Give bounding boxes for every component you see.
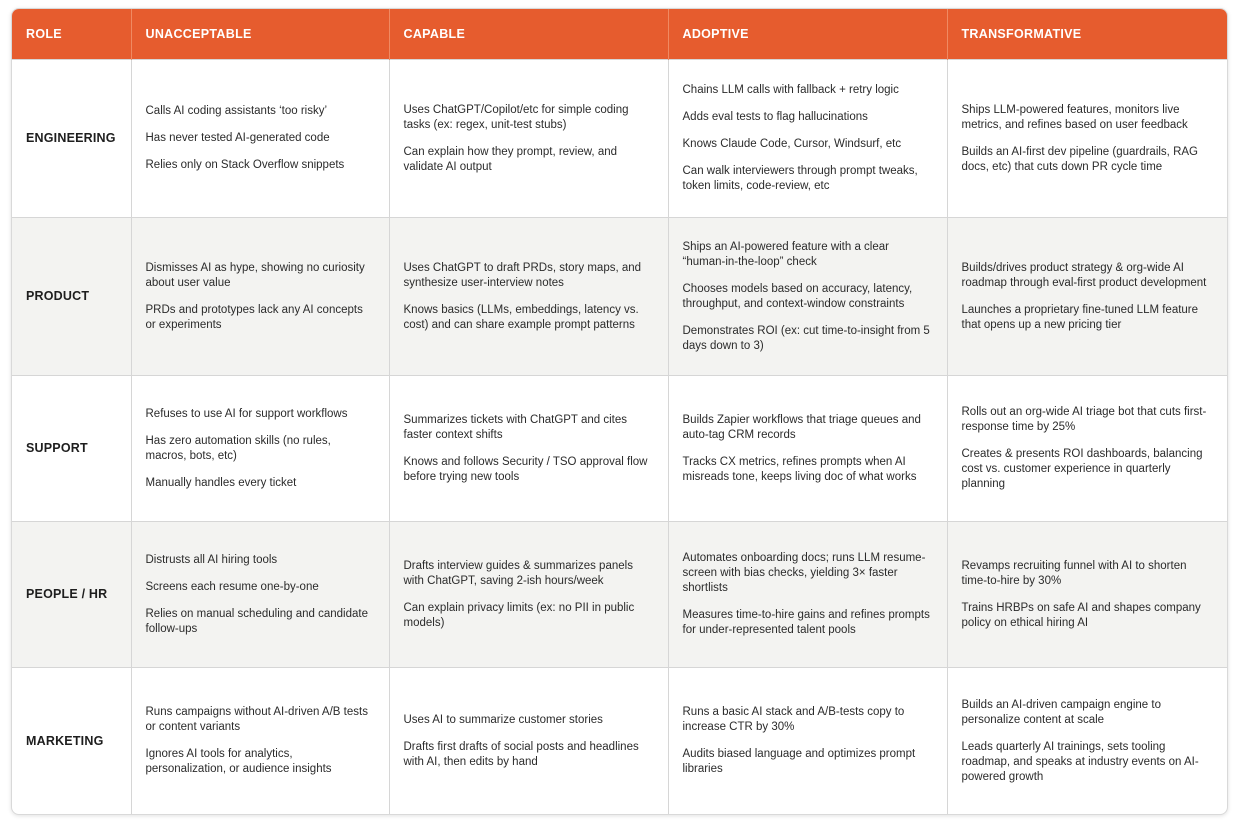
criteria-item: Manually handles every ticket <box>145 476 297 489</box>
criteria-item: Screens each resume one-by-one <box>145 580 319 593</box>
criteria-item: Uses ChatGPT/Copilot/etc for simple coding tasks (ex: regex, unit-test stubs) <box>403 103 629 131</box>
header-transformative: TRANSFORMATIVE <box>947 9 1227 60</box>
capable-cell <box>389 218 668 376</box>
adoptive-cell <box>668 60 947 218</box>
transformative-cell <box>947 60 1227 218</box>
matrix-table <box>12 9 1227 815</box>
criteria-item: Knows basics (LLMs, embeddings, latency vs. cost) and can share example prompt patterns <box>403 303 639 331</box>
header-role: ROLE <box>12 9 131 60</box>
unacceptable-cell <box>131 376 389 522</box>
role-label: PRODUCT <box>12 218 131 376</box>
criteria-item: Ignores AI tools for analytics, personalization, or audience insights <box>145 748 332 776</box>
criteria-item: Has never tested AI-generated code <box>145 132 330 144</box>
criteria-item: Chooses models based on accuracy, latency, throughput, and context-window constraints <box>682 282 913 310</box>
criteria-item: Runs a basic AI stack and A/B-tests copy to increase CTR by 30% <box>682 706 905 734</box>
transformative-cell <box>947 522 1227 668</box>
unacceptable-cell <box>131 60 389 218</box>
header-unacceptable: UNACCEPTABLE <box>131 9 389 60</box>
criteria-item: Measures time-to-hire gains and refines prompts for under-represented talent pools <box>682 609 930 636</box>
role-label: MARKETING <box>12 668 131 815</box>
criteria-item: Trains HRBPs on safe AI and shapes company policy on ethical hiring AI <box>961 601 1201 629</box>
unacceptable-cell <box>131 522 389 668</box>
criteria-item: Dismisses AI as hype, showing no curiosity about user value <box>145 261 365 289</box>
criteria-item: Revamps recruiting funnel with AI to shorten time-to-hire by 30% <box>961 559 1187 587</box>
criteria-item: Adds eval tests to flag hallucinations <box>682 111 868 123</box>
criteria-item: Drafts first drafts of social posts and headlines with AI, then edits by hand <box>403 740 639 768</box>
criteria-item: Demonstrates ROI (ex: cut time-to-insight from 5 days down to 3) <box>682 324 930 352</box>
table-row <box>12 60 1227 218</box>
criteria-item: Automates onboarding docs; runs LLM resume-screen with bias checks, yielding 3× faster shortlists <box>682 552 926 594</box>
criteria-item: Can explain how they prompt, review, and validate AI output <box>403 145 618 173</box>
criteria-item: Summarizes tickets with ChatGPT and cites faster context shifts <box>403 413 627 441</box>
role-label: SUPPORT <box>12 376 131 522</box>
adoptive-cell <box>668 218 947 376</box>
transformative-cell <box>947 218 1227 376</box>
table-row <box>12 668 1227 815</box>
adoptive-cell <box>668 668 947 815</box>
criteria-item: Launches a proprietary fine-tuned LLM feature that opens up a new pricing tier <box>961 303 1199 331</box>
header-capable: CAPABLE <box>389 9 668 60</box>
adoptive-cell <box>668 376 947 522</box>
criteria-item: Refuses to use AI for support workflows <box>145 407 348 420</box>
criteria-item: Ships an AI-powered feature with a clear “human-in-the-loop” check <box>682 240 889 268</box>
ai-maturity-matrix <box>11 8 1228 815</box>
criteria-item: Drafts interview guides & summarizes panels with ChatGPT, saving 2-ish hours/week <box>403 559 633 587</box>
criteria-item: Can walk interviewers through prompt tweaks, token limits, code-review, etc <box>682 165 918 192</box>
table-row <box>12 376 1227 522</box>
table-row <box>12 218 1227 376</box>
criteria-item: Builds Zapier workflows that triage queues and auto-tag CRM records <box>682 413 921 441</box>
criteria-item: Chains LLM calls with fallback + retry logic <box>682 84 899 96</box>
criteria-item: Relies on manual scheduling and candidate follow-ups <box>145 607 368 635</box>
criteria-item: Ships LLM-powered features, monitors live metrics, and refines based on user feedback <box>961 103 1188 131</box>
transformative-cell <box>947 668 1227 815</box>
criteria-item: Uses ChatGPT to draft PRDs, story maps, and synthesize user-interview notes <box>403 261 642 289</box>
capable-cell <box>389 668 668 815</box>
criteria-item: Uses AI to summarize customer stories <box>403 713 603 726</box>
criteria-item: Runs campaigns without AI-driven A/B tests or content variants <box>145 706 368 734</box>
criteria-item: Audits biased language and optimizes prompt libraries <box>682 748 916 776</box>
criteria-item: Knows Claude Code, Cursor, Windsurf, etc <box>682 138 902 150</box>
capable-cell <box>389 522 668 668</box>
criteria-item: Calls AI coding assistants ‘too risky’ <box>145 105 328 117</box>
criteria-item: Tracks CX metrics, refines prompts when AI misreads tone, keeps living doc of what works <box>682 455 917 483</box>
matrix-body <box>12 60 1227 815</box>
capable-cell <box>389 376 668 522</box>
criteria-item: Has zero automation skills (no rules, macros, bots, etc) <box>145 434 331 462</box>
criteria-item: Distrusts all AI hiring tools <box>145 553 278 566</box>
role-label: PEOPLE / HR <box>12 522 131 668</box>
criteria-item: Knows and follows Security / TSO approval flow before trying new tools <box>403 455 648 483</box>
criteria-item: Builds an AI-first dev pipeline (guardrails, RAG docs, etc) that cuts down PR cycle time <box>961 145 1198 173</box>
header-row <box>12 9 1227 60</box>
criteria-item: Leads quarterly AI trainings, sets tooling roadmap, and speaks at industry events on AI-powered growth <box>961 740 1199 783</box>
criteria-item: PRDs and prototypes lack any AI concepts or experiments <box>145 303 363 331</box>
criteria-item: Relies only on Stack Overflow snippets <box>145 159 345 171</box>
criteria-item: Rolls out an org-wide AI triage bot that cuts first-response time by 25% <box>961 406 1207 433</box>
unacceptable-cell <box>131 668 389 815</box>
capable-cell <box>389 60 668 218</box>
criteria-item: Creates & presents ROI dashboards, balancing cost vs. customer experience in quarterly planning <box>961 448 1203 490</box>
table-row <box>12 522 1227 668</box>
criteria-item: Can explain privacy limits (ex: no PII in public models) <box>403 601 635 629</box>
role-label: ENGINEERING <box>12 60 131 218</box>
adoptive-cell <box>668 522 947 668</box>
criteria-item: Builds/drives product strategy & org-wide AI roadmap through eval-first product development <box>961 261 1207 289</box>
transformative-cell <box>947 376 1227 522</box>
unacceptable-cell <box>131 218 389 376</box>
criteria-item: Builds an AI-driven campaign engine to personalize content at scale <box>961 698 1161 726</box>
header-adoptive: ADOPTIVE <box>668 9 947 60</box>
